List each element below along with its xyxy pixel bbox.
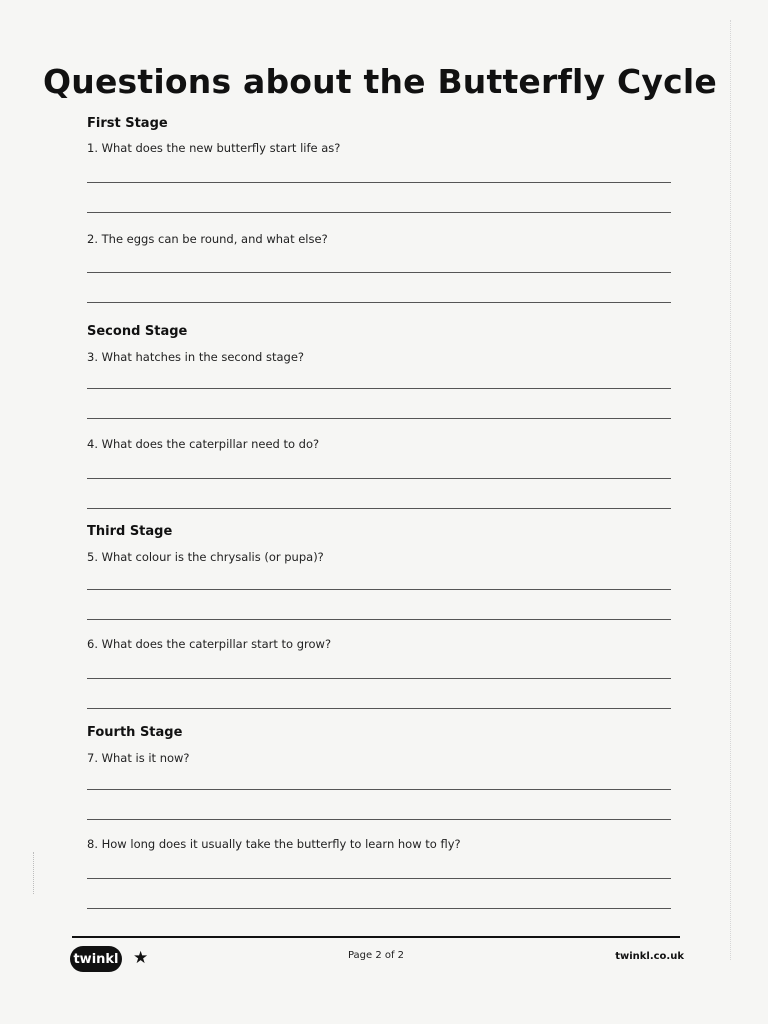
footer-divider [72,936,680,938]
twinkl-logo [70,946,122,972]
question-5: 5. What colour is the chrysalis (or pupa)? [87,550,324,564]
question-6: 6. What does the caterpillar start to grow? [87,637,332,651]
question-1: 1. What does the new butterfly start life as? [87,141,341,155]
answer-line[interactable] [87,418,671,419]
page-title: Questions about the Butterfly Cycle [43,62,717,101]
answer-line[interactable] [87,819,671,820]
answer-line[interactable] [87,302,671,303]
question-4: 4. What does the caterpillar need to do? [87,437,320,451]
answer-line[interactable] [87,708,671,709]
scan-edge-mark [33,852,36,894]
question-2: 2. The eggs can be round, and what else? [87,232,328,246]
scan-right-edge [730,20,732,960]
answer-line[interactable] [87,388,671,389]
answer-line[interactable] [87,478,671,479]
question-7: 7. What is it now? [87,751,190,765]
star-icon: ★ [133,948,149,968]
answer-line[interactable] [87,619,671,620]
answer-line[interactable] [87,589,671,590]
answer-line[interactable] [87,908,671,909]
question-8: 8. How long does it usually take the butterfly to learn how to fly? [87,837,461,851]
section-heading-fourth-stage: Fourth Stage [87,725,183,740]
section-heading-first-stage: First Stage [87,116,168,131]
question-3: 3. What hatches in the second stage? [87,350,305,364]
site-url: twinkl.co.uk [615,951,684,962]
answer-line[interactable] [87,878,671,879]
answer-line[interactable] [87,212,671,213]
logo-text: twinkl [73,951,119,967]
answer-line[interactable] [87,678,671,679]
answer-line[interactable] [87,789,671,790]
page-number: Page 2 of 2 [347,950,405,961]
answer-line[interactable] [87,508,671,509]
section-heading-second-stage: Second Stage [87,324,188,339]
section-heading-third-stage: Third Stage [87,524,173,539]
answer-line[interactable] [87,182,671,183]
answer-line[interactable] [87,272,671,273]
